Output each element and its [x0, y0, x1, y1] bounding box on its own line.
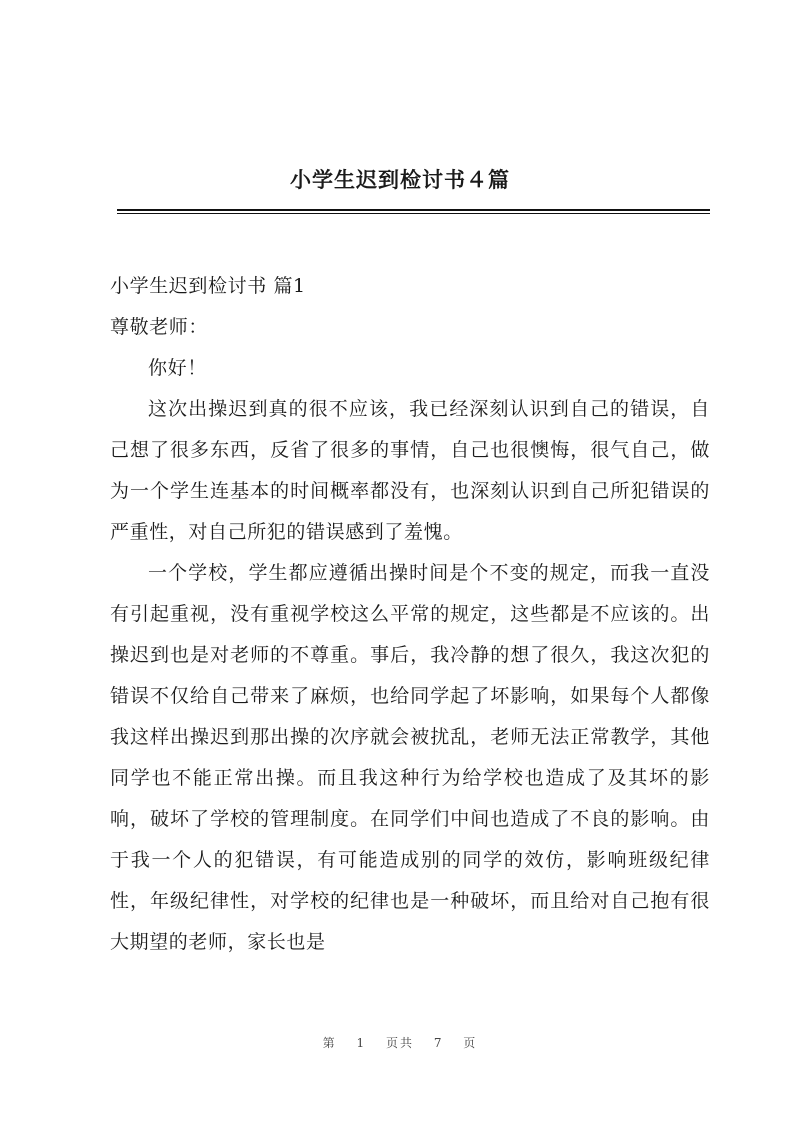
footer-current-page: 1: [356, 1036, 367, 1050]
salutation: 尊敬老师：: [110, 316, 209, 338]
document-body: [110, 266, 710, 963]
footer-prefix: 第: [322, 1036, 337, 1050]
page-footer: [0, 1034, 800, 1051]
footer-middle: 页共: [385, 1036, 414, 1050]
greeting: 你好！: [148, 357, 207, 379]
section-heading: 小学生迟到检讨书 篇1: [110, 275, 306, 297]
document-title: 小学生迟到检讨书４篇: [290, 167, 510, 192]
footer-total-pages: 7: [433, 1036, 444, 1050]
footer-suffix: 页: [463, 1036, 478, 1050]
title-divider: [117, 209, 710, 214]
body-paragraph: 一个学校，学生都应遵循出操时间是个不变的规定，而我一直没有引起重视，没有重视学校这么平常的规定，这些都是不应该的。出操迟到也是对老师的不尊重。事后，我冷静的想了很久，我这次犯的错误不仅给自己带来了麻烦，也给同学起了坏影响，如果每个人都像我这样出操迟到那出操的次序就会被扰乱，老师无法正常教学，其他同学也不能正常出操。而且我这种行为给学校也造成了及其坏的影响，破坏了学校的管理制度。在同学们中间也造成了不良的影响。由于我一个人的犯错误，有可能造成别的同学的效仿，影响班级纪律性，年级纪律性，对学校的纪律也是一种破坏，而且给对自己抱有很大期望的老师，家长也是: [110, 562, 710, 953]
body-paragraph: 这次出操迟到真的很不应该，我已经深刻认识到自己的错误，自己想了很多东西，反省了很多的事情，自己也很懊悔，很气自己，做为一个学生连基本的时间概率都没有，也深刻认识到自己所犯错误的严重性，对自己所犯的错误感到了羞愧。: [110, 398, 710, 543]
